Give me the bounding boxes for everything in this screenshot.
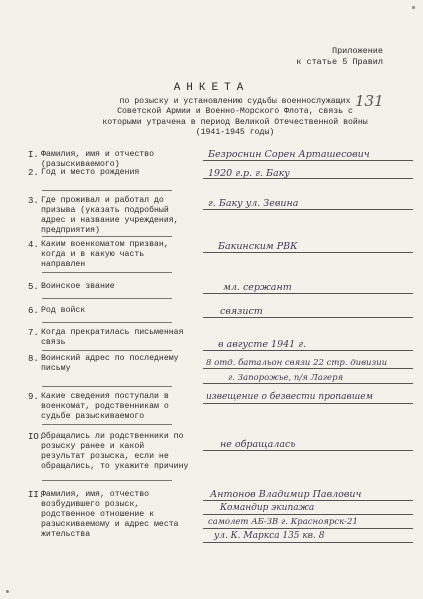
- paper-mark: [412, 6, 415, 9]
- handwritten-answer-line-3: самолет АБ-ЗВ г. Красноярск-21: [208, 517, 358, 527]
- paper-mark: [6, 590, 9, 593]
- handwritten-answer: мл. сержант: [223, 282, 292, 293]
- handwritten-answer-line-2: Командир экипажа: [220, 503, 315, 513]
- section-divider: [42, 424, 172, 425]
- question-number: I.: [28, 150, 39, 160]
- form-subtitle: по розыску и установлению судьбы военнослужащих Советской Армии и Военно-Морского Флота, связь с которыми утрачена в период Великой Отечественной войны (1941-1945 годы): [102, 97, 368, 138]
- answer-underline: [203, 383, 413, 384]
- answer-underline: [203, 317, 413, 318]
- section-divider: [42, 190, 172, 191]
- margin-number: 131: [355, 92, 384, 110]
- section-divider: [42, 350, 172, 351]
- section-divider: [42, 236, 172, 237]
- question-number: II.: [28, 490, 45, 500]
- answer-underline: [203, 528, 413, 529]
- question-label: Каким военкоматом призван, когда и в какую часть направлен: [41, 240, 169, 269]
- question-label: Род войск: [41, 306, 86, 315]
- question-number: 8.: [28, 354, 39, 364]
- section-divider: [42, 480, 172, 481]
- answer-underline: [203, 178, 413, 179]
- handwritten-answer: Безроснин Сорен Арташесович: [208, 149, 370, 160]
- handwritten-answer-line-4: ул. К. Маркса 135 кв. 8: [214, 531, 325, 541]
- handwritten-answer: 1920 г.р. г. Баку: [208, 168, 290, 179]
- section-divider: [42, 322, 172, 323]
- answer-underline: [203, 500, 413, 501]
- question-number: 6.: [28, 306, 39, 316]
- answer-underline: [203, 293, 413, 294]
- handwritten-answer: связист: [220, 306, 263, 317]
- handwritten-answer: г. Баку ул. Зевина: [208, 198, 299, 209]
- question-label: Обращались ли родственники по розыску ранее и какой результат розыска, если не обращались, то укажите причину: [41, 432, 189, 471]
- answer-underline: [203, 350, 413, 351]
- question-label: Воинский адрес по последнему письму: [41, 354, 179, 373]
- answer-underline: [203, 368, 413, 369]
- handwritten-answer: 8 отд. батальон связи 22 стр. дивизии: [206, 358, 388, 368]
- answer-underline: [203, 209, 413, 210]
- answer-underline: [203, 160, 413, 161]
- question-number: 9.: [28, 392, 39, 402]
- answer-underline: [203, 542, 413, 543]
- appendix-line-1: Приложение: [331, 46, 383, 56]
- section-divider: [42, 386, 172, 387]
- question-label: Когда прекратилась письменная связь: [41, 328, 184, 347]
- question-number: 2.: [28, 168, 39, 178]
- question-label: Фамилия, имя, отчество возбудившего розыск, родственное отношение к разыскиваемому и адрес места жительства: [41, 490, 179, 539]
- question-label: Год и место рождения: [41, 168, 140, 177]
- section-divider: [42, 272, 172, 273]
- appendix-line-2: к статье 5 Правил: [296, 57, 383, 67]
- appendix-note: [296, 46, 383, 68]
- question-label: Воинское звание: [41, 282, 115, 291]
- question-label: Где проживал и работал до призыва (указать подробный адрес и название учреждения, предприятия): [41, 196, 179, 235]
- answer-underline: [203, 252, 413, 253]
- handwritten-answer: извещение о безвести пропавшем: [206, 392, 374, 402]
- form-title: АНКЕТА: [173, 82, 250, 94]
- question-number: IO.: [28, 432, 45, 442]
- question-number: 7.: [28, 328, 39, 338]
- question-number: 4.: [28, 240, 39, 250]
- answer-underline: [203, 403, 413, 404]
- question-label: Какие сведения поступали в военкомат, родственникам о судьбе разыскиваемого: [41, 392, 169, 421]
- handwritten-answer: Антонов Владимир Павлович: [210, 489, 362, 500]
- handwritten-answer: не обращалась: [220, 439, 296, 450]
- handwritten-answer: в августе 1941 г.: [218, 339, 307, 350]
- question-number: 5.: [28, 282, 39, 292]
- answer-underline: [203, 514, 413, 515]
- handwritten-answer: Бакинским РВК: [218, 241, 298, 252]
- question-label: Фамилия, имя и отчество (разыскиваемого): [41, 150, 155, 169]
- question-number: 3.: [28, 196, 39, 206]
- section-divider: [42, 298, 172, 299]
- handwritten-answer-line-2: г. Запорожье, п/я Лагеря: [228, 373, 344, 383]
- answer-underline: [203, 450, 413, 451]
